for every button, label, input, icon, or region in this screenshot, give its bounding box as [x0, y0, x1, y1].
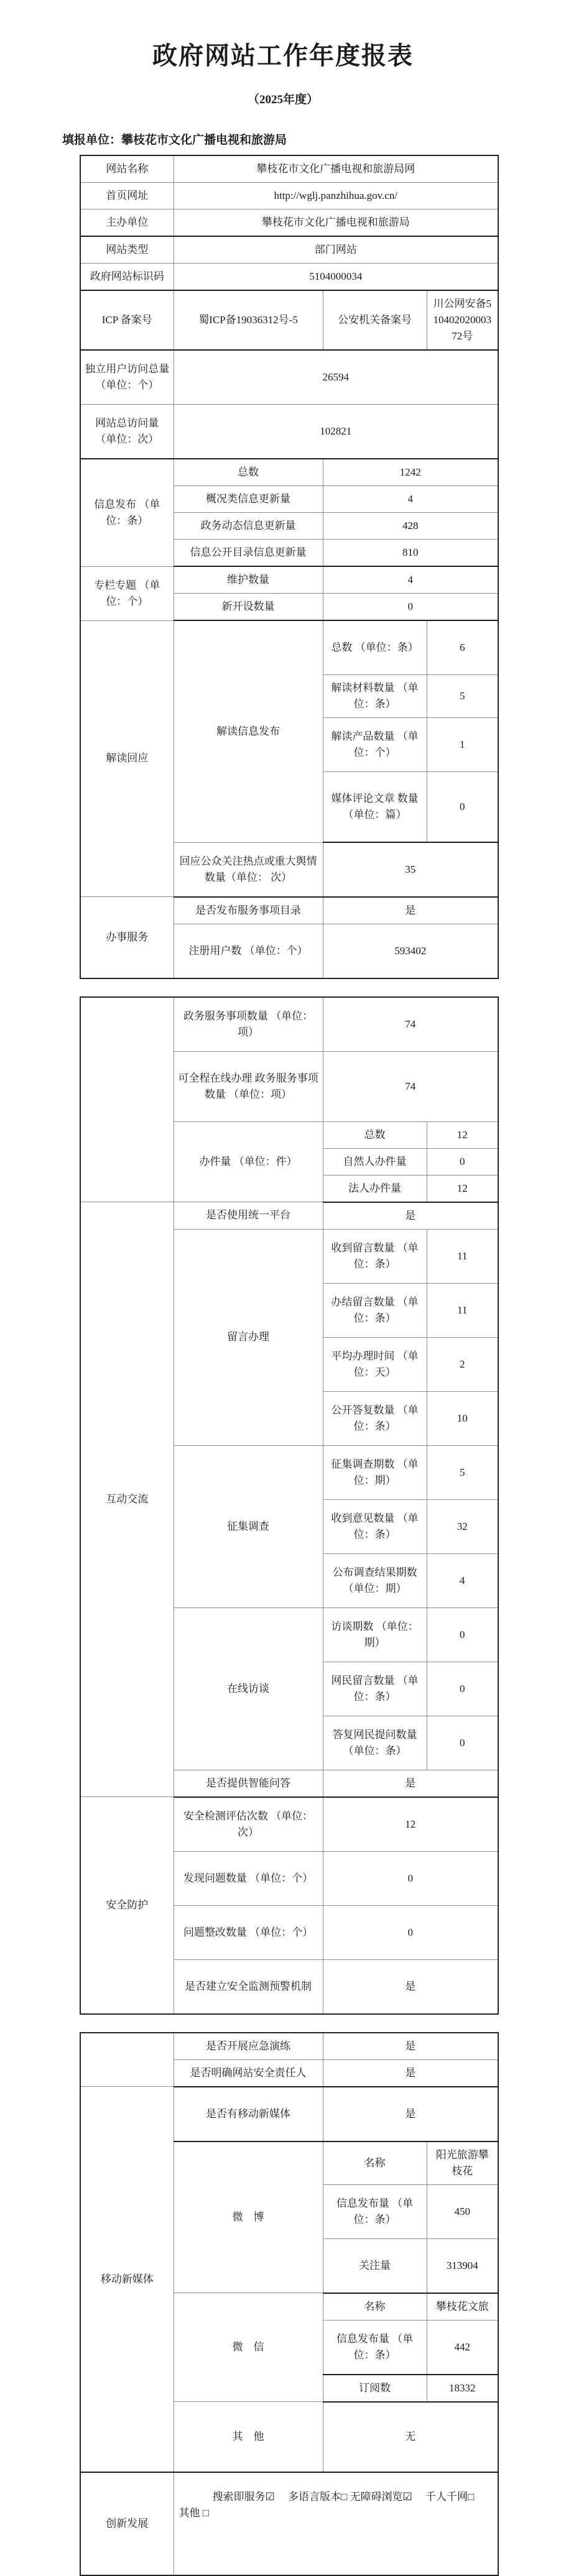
volume-person-label: 自然人办件量 [323, 1148, 427, 1175]
column-maintain-label: 维护数量 [174, 566, 323, 594]
service-items-label: 政务服务事项数量 （单位：项） [174, 997, 323, 1052]
interpret-material-value: 5 [427, 675, 498, 718]
monitor-mechanism-value: 是 [323, 1959, 498, 2014]
innovation-options-cell [174, 2472, 498, 2575]
row-site-code [80, 264, 498, 291]
home-url-label: 首页网址 [80, 183, 174, 209]
interview-label: 在线访谈 [174, 1608, 323, 1770]
info-catalog-value: 810 [323, 540, 498, 567]
interpret-publish-label: 解读信息发布 [174, 620, 323, 842]
security-checks-value: 12 [323, 1797, 498, 1852]
respond-hotspot-value: 35 [323, 842, 498, 897]
section-label-interaction: 互动交流 [80, 1202, 174, 1797]
msg-replied-label: 公开答复数量 （单位：条） [323, 1391, 427, 1445]
wechat-name-value: 攀枝花文旅 [427, 2293, 498, 2321]
survey-results-value: 4 [427, 1553, 498, 1608]
volume-person-value: 0 [427, 1148, 498, 1175]
wechat-label: 微 信 [174, 2293, 323, 2402]
total-visits-value: 102821 [174, 405, 498, 459]
weibo-name-label: 名称 [323, 2141, 427, 2185]
report-table-media-innovation [80, 2032, 499, 2576]
column-new-value: 0 [323, 594, 498, 621]
wechat-posts-label: 信息发布量 （单位：条） [323, 2320, 427, 2375]
smart-qa-label: 是否提供智能问答 [174, 1770, 323, 1797]
msg-time-value: 2 [427, 1337, 498, 1391]
unique-visitors-label: 独立用户访问总量（单位：个） [80, 350, 174, 405]
row-unified-platform [80, 1202, 498, 1230]
wechat-subscribers-value: 18332 [427, 2375, 498, 2402]
row-service-items [80, 997, 498, 1052]
wechat-posts-value: 442 [427, 2320, 498, 2375]
site-name-value: 攀枝花市文化广播电视和旅游局网 [174, 155, 498, 183]
report-year: （2025年度） [0, 90, 566, 107]
row-column-maintain [80, 566, 498, 594]
site-name-label: 网站名称 [80, 155, 174, 183]
volume-legal-value: 12 [427, 1175, 498, 1202]
info-dynamic-value: 428 [323, 513, 498, 540]
reporting-unit-name: 攀枝花市文化广播电视和旅游局 [121, 134, 287, 147]
column-new-label: 新开设数量 [174, 594, 323, 621]
survey-opinions-label: 收到意见数量 （单位：条） [323, 1499, 427, 1553]
row-emergency-drill [80, 2033, 498, 2060]
weibo-followers-value: 313904 [427, 2238, 498, 2293]
row-total-visits [80, 405, 498, 459]
msg-time-label: 平均办理时间 （单位：天） [323, 1337, 427, 1391]
row-home-url [80, 183, 498, 209]
section-label-services: 办事服务 [80, 897, 174, 978]
info-total-value: 1242 [323, 459, 498, 486]
weibo-name-value: 阳光旅游攀枝花 [427, 2141, 498, 2185]
other-media-label: 其 他 [174, 2402, 323, 2473]
info-catalog-label: 信息公开目录信息更新量 [174, 540, 323, 567]
site-code-label: 政府网站标识码 [80, 264, 174, 291]
row-service-catalog [80, 897, 498, 924]
online-items-label: 可全程在线办理 政务服务事项数量 （单位：项） [174, 1051, 323, 1121]
weibo-posts-value: 450 [427, 2184, 498, 2238]
site-type-value: 部门网站 [174, 236, 498, 264]
interpret-total-value: 6 [427, 620, 498, 675]
smart-qa-value: 是 [323, 1770, 498, 1797]
reporting-unit-label: 填报单位： [62, 134, 121, 147]
section-label-mobile-media: 移动新媒体 [80, 2087, 174, 2473]
site-code-value: 5104000034 [174, 264, 498, 291]
volume-legal-label: 法人办件量 [323, 1175, 427, 1202]
row-innovation [80, 2472, 498, 2575]
column-maintain-value: 4 [323, 566, 498, 594]
section-label-innovation: 创新发展 [80, 2472, 174, 2575]
service-catalog-value: 是 [323, 897, 498, 924]
emergency-drill-value: 是 [323, 2033, 498, 2060]
msg-replied-value: 10 [427, 1391, 498, 1445]
total-visits-label: 网站总访问量 （单位：次） [80, 405, 174, 459]
respond-hotspot-label: 回应公众关注热点或重大舆情数量（单位： 次） [174, 842, 323, 897]
unified-platform-value: 是 [323, 1202, 498, 1230]
icp-value: 蜀ICP备19036312号-5 [174, 290, 323, 350]
reporting-unit-line [62, 131, 566, 147]
section-label-special-columns: 专栏专题 （单位：个） [80, 566, 174, 620]
problems-found-label: 发现问题数量 （单位：个） [174, 1851, 323, 1905]
interview-replies-value: 0 [427, 1716, 498, 1770]
interpret-material-label: 解读材料数量 （单位：条） [323, 675, 427, 718]
problems-fixed-label: 问题整改数量 （单位：个） [174, 1905, 323, 1959]
survey-count-label: 征集调查期数 （单位：期） [323, 1445, 427, 1499]
problems-found-value: 0 [323, 1851, 498, 1905]
organizer-label: 主办单位 [80, 209, 174, 237]
info-overview-value: 4 [323, 486, 498, 513]
page-title: 政府网站工作年度报表 [0, 36, 566, 71]
interview-count-value: 0 [427, 1608, 498, 1662]
row-unique-visitors [80, 350, 498, 405]
report-table-services-interaction [80, 996, 499, 2015]
innovation-options-line2: 其他 □ [178, 2505, 494, 2521]
interview-count-label: 访谈期数 （单位：期） [323, 1608, 427, 1662]
section-label-security: 安全防护 [80, 1797, 174, 2014]
icp-label: ICP 备案号 [80, 290, 174, 350]
section-label-empty-services [80, 997, 174, 1202]
monitor-mechanism-label: 是否建立安全监测预警机制 [174, 1959, 323, 2014]
msg-received-value: 11 [427, 1229, 498, 1283]
security-officer-label: 是否明确网站安全责任人 [174, 2059, 323, 2087]
interpret-product-label: 解读产品数量 （单位：个） [323, 718, 427, 772]
survey-opinions-value: 32 [427, 1499, 498, 1553]
has-mobile-media-label: 是否有移动新媒体 [174, 2087, 323, 2141]
interview-replies-label: 答复网民提问数量 （单位：条） [323, 1716, 427, 1770]
msg-completed-label: 办结留言数量 （单位：条） [323, 1283, 427, 1337]
survey-label: 征集调查 [174, 1445, 323, 1608]
section-label-interpretation: 解读回应 [80, 620, 174, 897]
row-site-name [80, 155, 498, 183]
emergency-drill-label: 是否开展应急演练 [174, 2033, 323, 2060]
unique-visitors-value: 26594 [174, 350, 498, 405]
row-info-total [80, 459, 498, 486]
weibo-posts-label: 信息发布量 （单位：条） [323, 2184, 427, 2238]
police-record-label: 公安机关备案号 [323, 290, 427, 350]
interpret-media-label: 媒体评论文章 数量 （单位：篇） [323, 772, 427, 843]
service-catalog-label: 是否发布服务事项目录 [174, 897, 323, 924]
row-organizer [80, 209, 498, 237]
row-icp [80, 290, 498, 350]
info-total-label: 总数 [174, 459, 323, 486]
volume-total-label: 总数 [323, 1121, 427, 1148]
info-overview-label: 概况类信息更新量 [174, 486, 323, 513]
weibo-label: 微 博 [174, 2141, 323, 2293]
weibo-followers-label: 关注量 [323, 2238, 427, 2293]
row-site-type [80, 236, 498, 264]
row-interpret-total [80, 620, 498, 675]
site-type-label: 网站类型 [80, 236, 174, 264]
has-mobile-media-value: 是 [323, 2087, 498, 2141]
interpret-product-value: 1 [427, 718, 498, 772]
interpret-media-value: 0 [427, 772, 498, 843]
service-items-value: 74 [323, 997, 498, 1052]
survey-results-label: 公布调查结果期数 （单位：期） [323, 1553, 427, 1608]
interview-messages-value: 0 [427, 1662, 498, 1716]
volume-total-value: 12 [427, 1121, 498, 1148]
security-officer-value: 是 [323, 2059, 498, 2087]
info-dynamic-label: 政务动态信息更新量 [174, 513, 323, 540]
section-label-empty-security [80, 2033, 174, 2087]
police-record-value: 川公网安备51040202000372号 [427, 290, 498, 350]
message-handling-label: 留言办理 [174, 1229, 323, 1445]
innovation-options-line1: 搜索即服务☑ 多语言版本□ 无障碍浏览☑ 千人千网□ [178, 2489, 494, 2505]
section-label-info-publish: 信息发布 （单位：条） [80, 459, 174, 566]
interview-messages-label: 网民留言数量 （单位：条） [323, 1662, 427, 1716]
organizer-value: 攀枝花市文化广播电视和旅游局 [174, 209, 498, 237]
report-table-basic-info [80, 155, 499, 979]
interpret-total-label: 总数 （单位：条） [323, 620, 427, 675]
registered-users-value: 593402 [323, 924, 498, 978]
wechat-subscribers-label: 订阅数 [323, 2375, 427, 2402]
unified-platform-label: 是否使用统一平台 [174, 1202, 323, 1230]
security-checks-label: 安全检测评估次数 （单位：次） [174, 1797, 323, 1852]
other-media-value: 无 [323, 2402, 498, 2473]
problems-fixed-value: 0 [323, 1905, 498, 1959]
volume-label: 办件量 （单位：件） [174, 1121, 323, 1202]
registered-users-label: 注册用户数 （单位：个） [174, 924, 323, 978]
msg-completed-value: 11 [427, 1283, 498, 1337]
survey-count-value: 5 [427, 1445, 498, 1499]
row-has-mobile-media [80, 2087, 498, 2141]
home-url-value: http://wglj.panzhihua.gov.cn/ [174, 183, 498, 209]
msg-received-label: 收到留言数量 （单位：条） [323, 1229, 427, 1283]
online-items-value: 74 [323, 1051, 498, 1121]
wechat-name-label: 名称 [323, 2293, 427, 2321]
row-security-checks [80, 1797, 498, 1852]
